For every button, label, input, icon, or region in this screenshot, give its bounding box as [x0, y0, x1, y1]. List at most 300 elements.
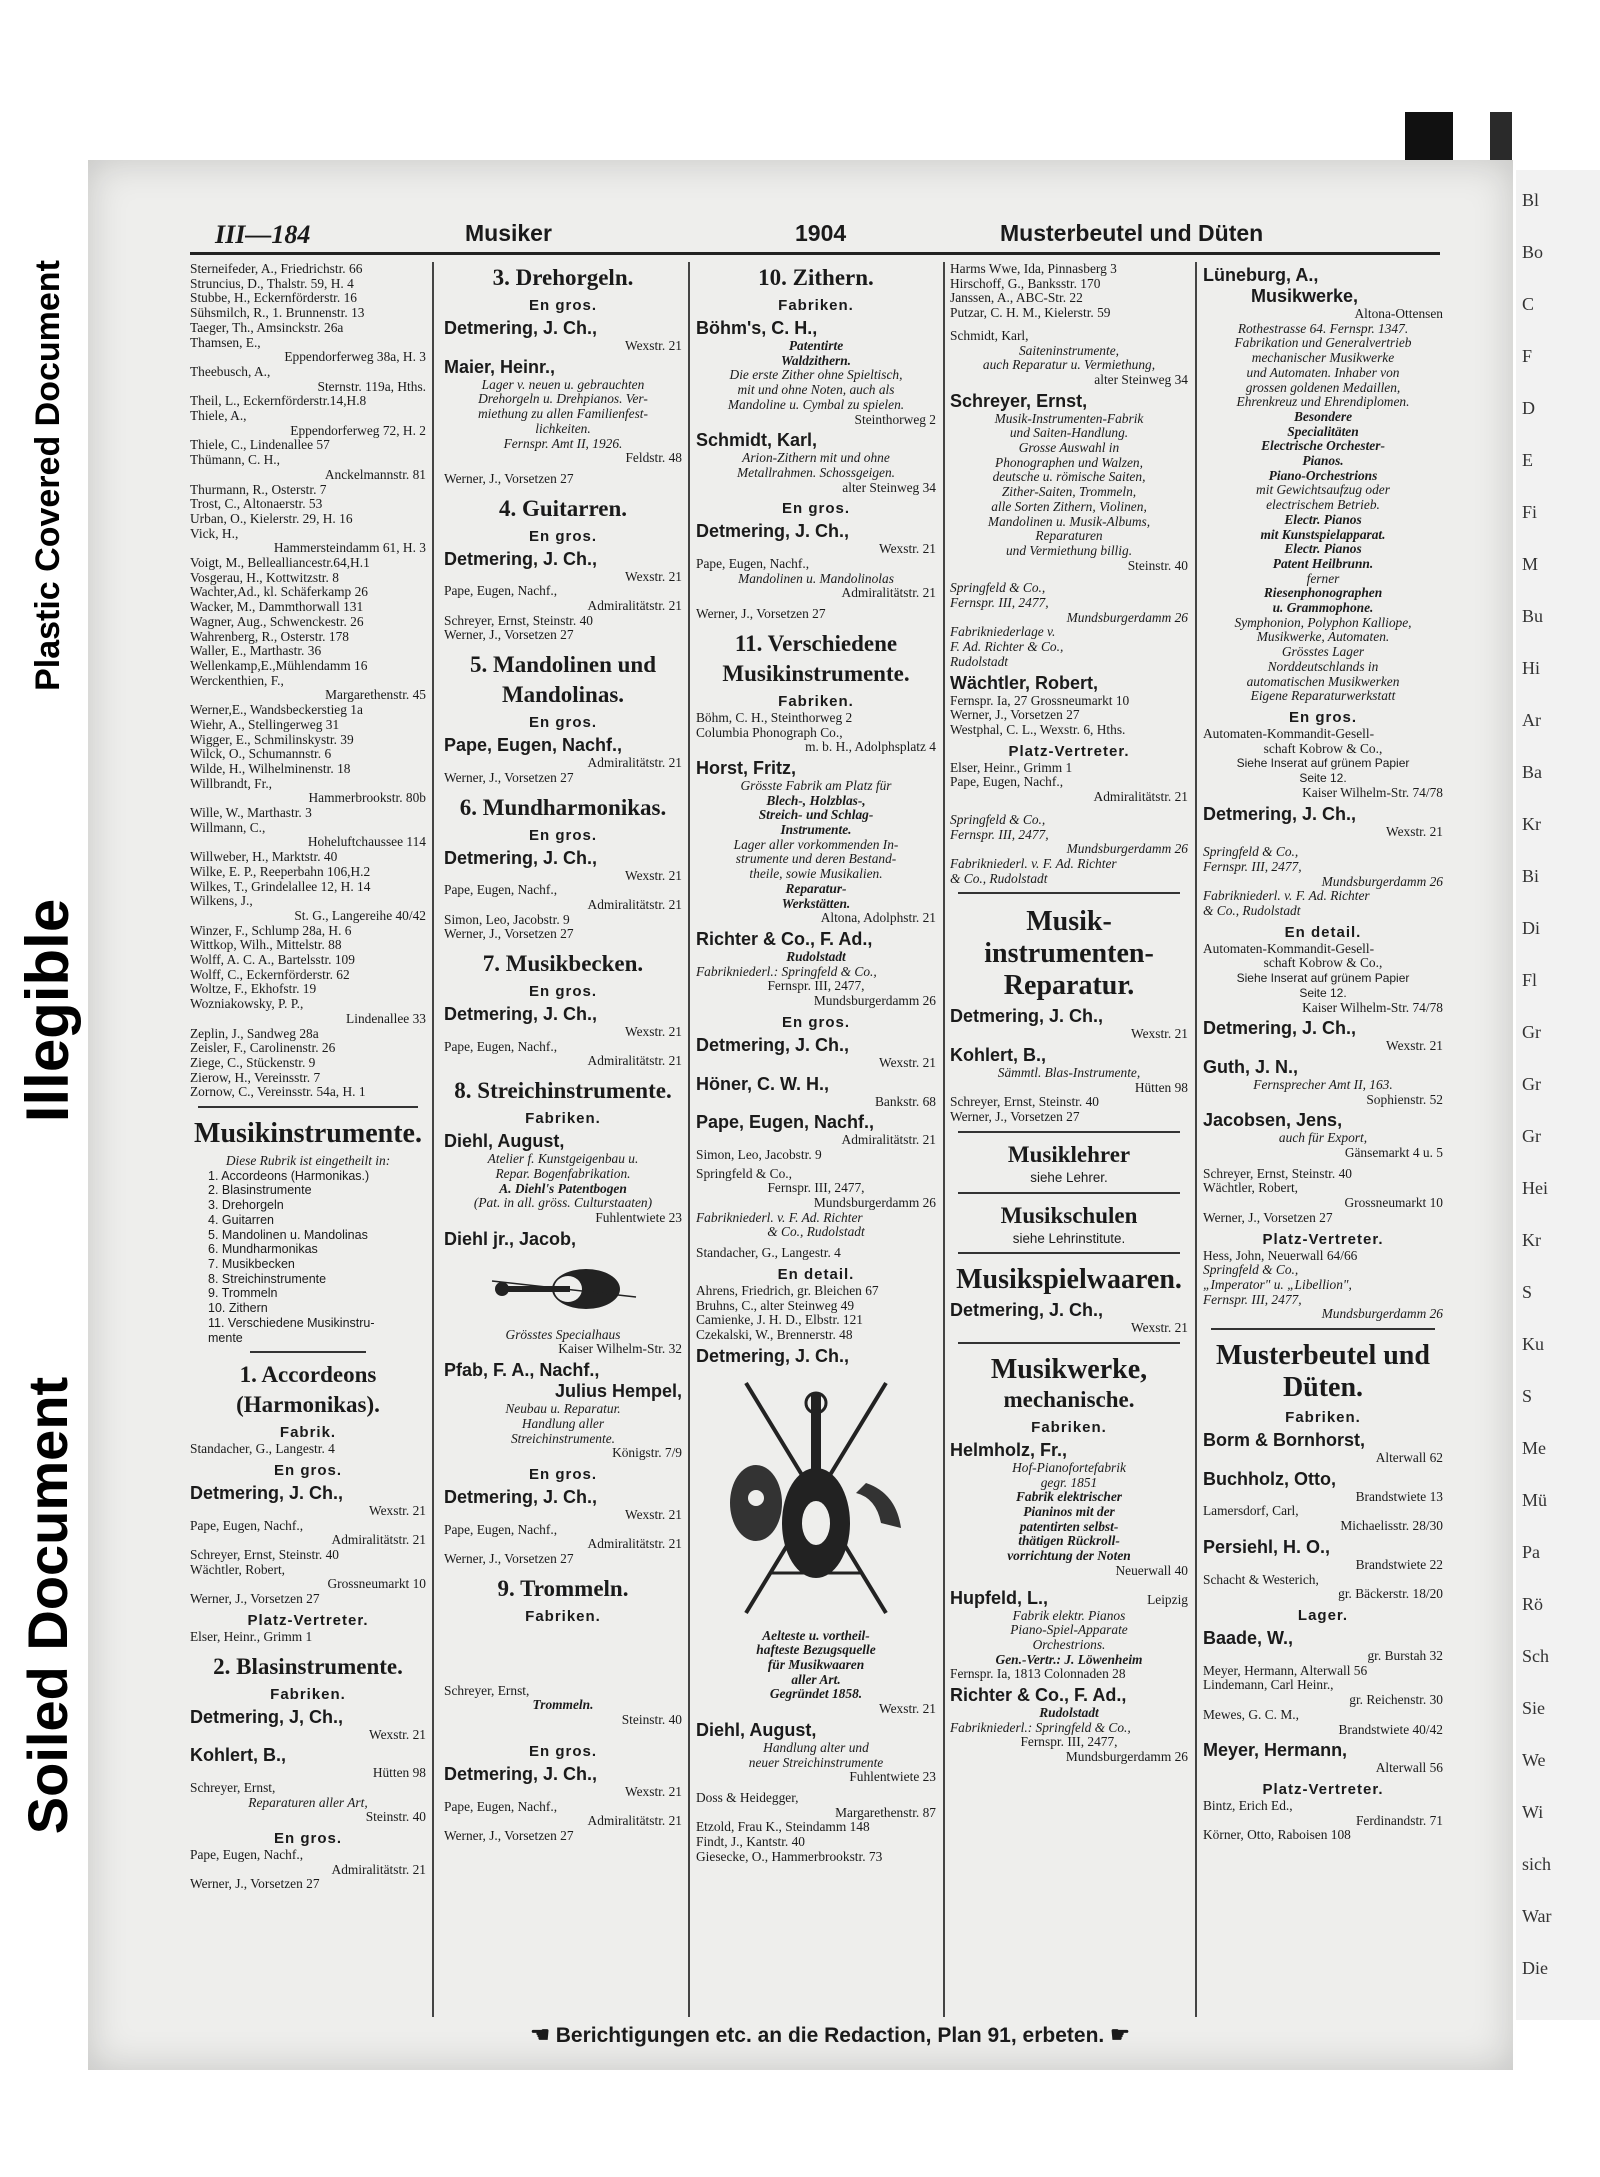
description-line: Eigene Reparaturwerkstatt [1250, 689, 1396, 704]
entry-name: Guth, J. N., [1203, 1056, 1299, 1077]
entry-name: Detmering, J. Ch., [1203, 1018, 1357, 1039]
edge-fragment: War [1522, 1906, 1552, 1926]
entry-line: Schreyer, Ernst, Steinstr. 40 [1203, 1166, 1352, 1181]
directory-list [950, 262, 1188, 321]
divider [958, 1252, 1180, 1254]
entry-line: Mundsburgerdamm 26 [1066, 610, 1188, 625]
description-line: Rothestrasse 64. Fernspr. 1347. [1237, 321, 1409, 336]
toc-item: 11. Verschiedene Musikinstru- [208, 1315, 375, 1330]
entry-address: Mundsburgerdamm 26 [813, 1196, 936, 1211]
directory-entry: Vick, H., [190, 526, 239, 541]
directory-entry: Urban, O., Kielerstr. 29, H. 16 [190, 511, 353, 526]
highlight-line: Blech-, Holzblas-, [766, 793, 866, 808]
entry-address: Wexstr. 21 [879, 542, 936, 557]
entry-line: Mundsburgerdamm 26 [1321, 1307, 1443, 1322]
entry-description: Mandolinen u. Mandolinolas [738, 571, 894, 586]
edge-fragment: S [1522, 1386, 1533, 1406]
description-line: Reparaturen [1035, 529, 1103, 544]
subheading: En detail. [777, 1265, 855, 1283]
entry-name: Höner, C. W. H., [696, 1073, 830, 1094]
entry: Bintz, Erich Ed., [1203, 1798, 1293, 1813]
entry-address: Wexstr. 21 [1131, 1321, 1188, 1336]
edge-fragment: Mü [1522, 1490, 1548, 1510]
section-heading: Musikwerke, [990, 1353, 1148, 1385]
edge-fragment: C [1522, 294, 1535, 314]
description-line: Die erste Zither ohne Spieltisch, [729, 368, 903, 383]
entry-address: Admiralitätstr. 21 [587, 897, 682, 912]
description-line: neuer Streichinstrumente [748, 1755, 884, 1770]
directory-entry: Wolff, C., Eckernförderstr. 62 [190, 967, 350, 982]
entry-description [950, 1609, 1188, 1653]
entry-address: Kaiser Wilhelm-Str. 32 [558, 1342, 682, 1357]
entry-line: Fernspr. III, 2477, [1203, 859, 1302, 874]
description-line: strumente und deren Bestand- [735, 852, 897, 867]
entry-name: Detmering, J. Ch., [444, 1763, 598, 1784]
entry: Werner, J., Vorsetzen 27 [444, 770, 574, 785]
cross-reference: siehe Lehrer. [1030, 1170, 1108, 1185]
directory-entry: Hoheluftchaussee 114 [307, 835, 426, 850]
directory-entry: Thurmann, R., Osterstr. 7 [190, 482, 327, 497]
description-line: Phonographen und Walzen, [995, 455, 1143, 470]
toc-item: 5. Mandolinen u. Mandolinas [208, 1227, 368, 1242]
description-line: Drehorgeln u. Drehpianos. Ver- [478, 392, 648, 407]
directory-entry: Eppendorferweg 38a, H. 3 [284, 350, 426, 365]
entry-name: Schreyer, Ernst, [950, 390, 1088, 411]
entry-address: Wexstr. 21 [625, 339, 682, 353]
entry-name: Detmering, J. Ch., [950, 1006, 1104, 1027]
entry-address: Admiralitätstr. 21 [587, 1814, 682, 1829]
subheading: En gros. [1288, 708, 1357, 726]
description-line: auch Reparatur u. Vermiethung, [982, 358, 1156, 373]
highlight-line: Besondere [1293, 409, 1353, 424]
description-line: Metallrahmen. Schossgeigen. [736, 465, 896, 480]
entry-address: Brandstwiete 13 [1355, 1489, 1443, 1504]
entry-description: Fabrikniederl.: Springfeld & Co., [950, 1720, 1131, 1735]
entry-line: gr. Reichenstr. 30 [1349, 1693, 1443, 1708]
edge-fragment: E [1522, 450, 1533, 470]
entry-address: Steinstr. 40 [365, 1810, 426, 1825]
entry-line: Werner, J., Vorsetzen 27 [1203, 1210, 1333, 1225]
highlight-line: aller Art. [791, 1672, 841, 1687]
section-heading: Musik- [1026, 906, 1112, 938]
edge-fragment: Me [1522, 1438, 1546, 1458]
entry: Werner, J., Vorsetzen 27 [190, 1592, 320, 1607]
edge-fragment: Ba [1522, 762, 1542, 782]
entry-highlight [696, 794, 936, 838]
entry-name: Detmering, J. Ch., [444, 847, 598, 868]
entry-description [696, 451, 936, 480]
edge-fragment: Bi [1522, 866, 1540, 886]
description-line: Atelier f. Kunstgeigenbau u. [487, 1152, 639, 1167]
directory-entry: Willmann, C., [190, 820, 266, 835]
edge-fragment: Ku [1522, 1334, 1544, 1354]
directory-entry: Wilke, E. P., Reeperbahn 106,H.2 [190, 864, 371, 879]
entry-address: Wexstr. 21 [625, 1507, 682, 1522]
directory-entry: Taeger, Th., Amsinckstr. 26a [190, 320, 344, 335]
entry: Simon, Leo, Jacobstr. 9 [444, 912, 570, 927]
entry-address: Ferdinandstr. 71 [1355, 1813, 1443, 1828]
entry-line: Admiralitätstr. 21 [1093, 790, 1188, 805]
column-5 [1203, 262, 1443, 2017]
entry: Simon, Leo, Jacobstr. 9 [696, 1147, 822, 1162]
entry-line: Fernspr. III, 2477, [1203, 1292, 1302, 1307]
entry-highlight: Rudolstadt [1039, 1706, 1099, 1721]
entry: Elser, Heinr., Grimm 1 [190, 1629, 313, 1644]
description-line: und Saiten-Handlung. [1009, 426, 1129, 441]
entry-description: & Co., Rudolstadt [767, 1225, 865, 1240]
page-footer [450, 2022, 1210, 2054]
description-line: Piano-Spiel-Apparate [1010, 1623, 1128, 1638]
directory-entry: Theebusch, A., [190, 364, 271, 379]
edge-fragment: Fi [1522, 502, 1538, 522]
directory-entry: Wilkens, J., [190, 894, 253, 909]
entry-address: Wexstr. 21 [369, 1503, 426, 1518]
entry-line: F. Ad. Richter & Co., [950, 640, 1064, 655]
entry-description [950, 344, 1188, 373]
description-line: Musik-Instrumenten-Fabrik [994, 411, 1144, 426]
entry-highlight: Werkstätten. [781, 896, 851, 911]
entry-note: Seite 12. [1299, 771, 1347, 786]
description-line: Grosse Auswahl in [1018, 441, 1120, 456]
entry-address: Fuhlentwiete 23 [849, 1770, 936, 1785]
entry: Schreyer, Ernst, Steinstr. 40 [190, 1548, 339, 1563]
entry-line: & Co., Rudolstadt [1203, 904, 1301, 919]
edge-fragment: Ar [1522, 710, 1541, 730]
description-line: Handlung aller [521, 1416, 605, 1431]
entry: Columbia Phonograph Co., [696, 725, 843, 740]
entry: Schreyer, Ernst, Steinstr. 40 [444, 613, 593, 628]
description-line: Lager aller vorkommenden In- [733, 837, 899, 852]
description-line: deutsche u. römische Saiten, [992, 470, 1146, 485]
entry-name: Böhm's, C. H., [696, 318, 818, 338]
highlight-line: Patent Heilbrunn. [1272, 556, 1374, 571]
directory-entry: Hammerbrookstr. 80b [308, 791, 426, 806]
entry-name: Hupfeld, L., [950, 1587, 1048, 1608]
subheading: En gros. [781, 1013, 850, 1031]
directory-entry: Trost, C., Altonaerstr. 53 [190, 497, 323, 512]
description-line: mechanischer Musikwerke [1251, 351, 1395, 366]
entry-line: Pape, Eugen, Nachf., [950, 775, 1064, 790]
subheading: En gros. [528, 826, 597, 844]
entry-name: Kohlert, B., [190, 1745, 287, 1766]
entry-address: Hütten 98 [1134, 1080, 1188, 1095]
entry-block [950, 761, 1188, 805]
entry-highlight: A. Diehl's Patentbogen [499, 1181, 627, 1196]
entry: Springfeld & Co., [696, 1166, 792, 1181]
entry-line: Elser, Heinr., Grimm 1 [950, 760, 1073, 775]
entry-line: Brandstwiete 40/42 [1338, 1722, 1443, 1737]
entry-address: Altona-Ottensen [1354, 307, 1443, 321]
edge-fragment: D [1522, 398, 1535, 418]
directory-entry: Wacker, M., Dammthorwall 131 [190, 600, 364, 615]
entry-name: Detmering, J. Ch., [444, 548, 598, 569]
toc-item: 10. Zithern [208, 1301, 268, 1316]
entry-highlight [696, 1629, 936, 1703]
entry-block [950, 813, 1188, 887]
entry: Werner, J., Vorsetzen 27 [444, 1828, 574, 1843]
entry-address: Wexstr. 21 [625, 868, 682, 883]
entry-name: Diehl, August, [696, 1719, 817, 1740]
edge-fragment: Sch [1522, 1646, 1549, 1666]
entry: Pape, Eugen, Nachf., [444, 1039, 558, 1054]
description-line: grossen goldenen Medaillen, [1245, 380, 1401, 395]
entry-highlight: Trommeln. [532, 1698, 594, 1713]
entry-name: Richter & Co., F. Ad., [696, 928, 873, 949]
toc-item: 3. Drehorgeln [208, 1198, 284, 1213]
directory-entry: Vosgerau, H., Kottwitzstr. 8 [190, 570, 339, 585]
description-line: Arion-Zithern mit und ohne [742, 451, 890, 466]
description-line: lichkeiten. [535, 421, 591, 436]
section-heading: 4. Guitarren. [499, 495, 627, 521]
directory-entry: Sternstr. 119a, Hths. [317, 379, 426, 394]
edge-fragment: Kr [1522, 1230, 1541, 1250]
entry: Böhm, C. H., Steinthorweg 2 [696, 710, 853, 725]
violin-illustration [444, 1250, 682, 1328]
subheading: Fabriken. [525, 1607, 601, 1625]
directory-entry: Zornow, C., Vereinsstr. 54a, H. 1 [190, 1085, 366, 1100]
subheading: En gros. [528, 983, 597, 1001]
entry-line: „Imperator" u. „Libellion", [1203, 1277, 1352, 1292]
section-heading: Musikspielwaaren. [956, 1264, 1182, 1296]
entry-name: Detmering, J. Ch., [696, 1345, 850, 1366]
header-rule [190, 252, 1440, 255]
directory-entry: Werckenthien, F., [190, 673, 284, 688]
entry-address: Wexstr. 21 [625, 1025, 682, 1040]
entry-description: Sämmtl. Blas-Instrumente, [997, 1066, 1141, 1081]
entry-description [696, 1741, 936, 1770]
edge-fragment: S [1522, 1282, 1533, 1302]
entry-description: Reparaturen aller Art, [248, 1795, 368, 1810]
edge-fragment: Hi [1522, 658, 1540, 678]
entry-name: Diehl, August, [444, 1131, 565, 1152]
entry-address: Admiralitätstr. 21 [331, 1862, 426, 1877]
entry-highlight [950, 1490, 1188, 1564]
edge-fragment: Gr [1522, 1022, 1541, 1042]
entry-name: Detmering, J. Ch., [696, 1034, 850, 1055]
subheading: Fabriken. [1031, 1418, 1107, 1436]
description-line: und Vermiethung billig. [1005, 543, 1133, 558]
entry-name: Detmering, J. Ch., [950, 1300, 1104, 1321]
entry-description: Fabrikniederl.: Springfeld & Co., [696, 964, 877, 979]
subheading: En gros. [528, 714, 597, 732]
directory-entry: Lindenallee 33 [346, 1011, 426, 1026]
directory-entry: Wachter,Ad., kl. Schäferkamp 26 [190, 585, 368, 600]
description-line: Repar. Bogenfabrikation. [495, 1166, 631, 1181]
subheading: En gros. [528, 1465, 597, 1483]
header-range: Musterbeutel und Düten [1000, 220, 1264, 246]
entry: Werner, J., Vorsetzen 27 [950, 1110, 1080, 1125]
entry-name: Buchholz, Otto, [1203, 1468, 1336, 1489]
section-heading: mechanische. [1003, 1386, 1135, 1412]
highlight-line: Aelteste u. vortheil- [762, 1628, 870, 1643]
entry-address: gr. Burstah 32 [1367, 1649, 1443, 1663]
entry-name: Kohlert, B., [950, 1045, 1047, 1066]
entry-highlight [1203, 410, 1443, 484]
entry-name: Detmering, J. Ch., [696, 521, 850, 542]
entry-highlight [1203, 513, 1443, 572]
description-line: electrischem Betrieb. [1266, 498, 1380, 513]
description-line: und Automaten. Inhaber von [1246, 365, 1400, 380]
directory-entry: Harms Wwe, Ida, Pinnasberg 3 [950, 262, 1117, 276]
entry-name: Borm & Bornhorst, [1203, 1430, 1365, 1451]
entry: Automaten-Kommandit-Gesell- [1203, 941, 1375, 956]
directory-entry: Willbrandt, Fr., [190, 776, 273, 791]
entry-description [950, 1461, 1188, 1490]
toc-item: 8. Streichinstrumente [208, 1271, 327, 1286]
entry-name: Maier, Heinr., [444, 356, 556, 377]
entry-address: Margarethenstr. 87 [835, 1805, 936, 1820]
entry-line: Grossneumarkt 10 [1344, 1196, 1443, 1211]
entry-city: Leipzig [1147, 1591, 1188, 1607]
section-heading: Musiklehrer [1007, 1141, 1131, 1167]
directory-entry: Janssen, A., ABC-Str. 22 [950, 291, 1083, 306]
entry-block [1203, 1167, 1443, 1226]
entry: Standacher, G., Langestr. 4 [696, 1246, 841, 1261]
entry-address: Michaelisstr. 28/30 [1340, 1519, 1443, 1534]
entry: Etzold, Frau K., Steindamm 148 [696, 1820, 870, 1835]
entry: Werner, J., Vorsetzen 27 [444, 927, 574, 942]
directory-entry: Thümann, C. H., [190, 453, 281, 468]
edge-fragment: Wi [1522, 1802, 1544, 1822]
highlight-line: Piano-Orchestrions [1268, 468, 1378, 483]
section-heading: 9. Trommeln. [497, 1575, 629, 1601]
entry-name: Julius Hempel, [554, 1381, 682, 1402]
directory-entry: Wilkes, T., Grindelallee 12, H. 14 [190, 879, 371, 894]
entry-address: Admiralitätstr. 21 [587, 1054, 682, 1069]
entry-note: Seite 12. [1299, 985, 1347, 1000]
directory-entry: Wilde, H., Wilhelminenstr. 18 [190, 761, 351, 776]
entry-address: Grossneumarkt 10 [327, 1577, 426, 1592]
entry-line: Wächtler, Robert, [1203, 1181, 1299, 1196]
entry-description [444, 378, 682, 452]
entry-name: Detmering, J. Ch., [444, 1486, 598, 1507]
directory-entry: Eppendorferweg 72, H. 2 [290, 423, 426, 438]
entry-address: Steinthorweg 2 [854, 412, 936, 427]
section-heading: Musikschulen [1000, 1202, 1138, 1228]
subheading: Platz-Vertreter. [1008, 742, 1130, 760]
entry-name: Baade, W., [1203, 1628, 1294, 1648]
entry: Werner, J., Vorsetzen 27 [444, 628, 574, 643]
entry-address: Altona, Adolphstr. 21 [820, 911, 936, 926]
description-line: Grösstes Lager [1281, 645, 1365, 660]
entry-note: Siehe Inserat auf grünem Papier [1236, 971, 1410, 986]
toc-item: 6. Mundharmonikas [208, 1242, 318, 1257]
entry: Pape, Eugen, Nachf., [444, 1799, 558, 1814]
section-heading: Musikinstrumente. [722, 660, 910, 686]
entry-address: Königstr. 7/9 [612, 1446, 682, 1461]
entry-address: Admiralitätstr. 21 [841, 1133, 936, 1148]
edge-fragment: Bo [1522, 242, 1544, 262]
entry-name: Lüneburg, A., [1203, 265, 1319, 285]
adjacent-page-edge [1516, 170, 1600, 2020]
spacer [444, 1626, 682, 1684]
section-title: Musiker [465, 220, 552, 246]
entry-line: Werner, J., Vorsetzen 27 [950, 708, 1080, 723]
edge-fragment: We [1522, 1750, 1546, 1770]
directory-entry: Zeplin, J., Sandweg 28a [190, 1026, 319, 1041]
plastic-covered-label: Plastic Covered Document [28, 259, 67, 691]
entry-address: Wexstr. 21 [1386, 1039, 1443, 1054]
entry-highlight: Waldzithern. [780, 353, 852, 368]
page-header [105, 216, 1430, 252]
description-line: Fabrikation und Generalvertrieb [1234, 336, 1412, 351]
subheading: Fabriken. [778, 297, 854, 314]
entry-address: alter Steinweg 34 [842, 480, 936, 495]
edge-fragment: Bl [1522, 190, 1540, 210]
entry-highlight: Gen.-Vertr.: J. Löwenheim [995, 1652, 1143, 1667]
entry-address: Feldstr. 48 [625, 451, 682, 466]
entry-address: Admiralitätstr. 21 [587, 756, 682, 771]
entry: schaft Kobrow & Co., [1263, 741, 1383, 756]
entry: Werner, J., Vorsetzen 27 [444, 1552, 574, 1567]
entry-note: Siehe Inserat auf grünem Papier [1236, 756, 1410, 771]
subheading: En gros. [781, 500, 850, 518]
directory-entry: Werner,E., Wandsbeckerstieg 1a [190, 703, 363, 718]
entry-address: Gänsemarkt 4 u. 5 [1344, 1146, 1443, 1161]
entry-block [1203, 1664, 1443, 1738]
entry-line: Springfeld & Co., [1203, 845, 1299, 860]
pointing-hand-left-icon: ☚ [530, 2022, 550, 2047]
directory-entry: Margarethenstr. 45 [325, 688, 426, 703]
entry-highlight: Reparatur- [785, 881, 847, 896]
entry-line: Mewes, G. C. M., [1203, 1707, 1299, 1722]
description-line: Symphonion, Polyphon Kalliope, [1234, 615, 1412, 630]
entry-highlight: Patentirte [788, 339, 844, 353]
description-line: automatischen Musikwerken [1246, 674, 1400, 689]
section-heading: Reparatur. [1003, 970, 1135, 1002]
directory-entry: Sühsmilch, R., 1. Brunnenstr. 13 [190, 306, 365, 321]
directory-entry: Czekalski, W., Brennerstr. 48 [696, 1327, 853, 1342]
entry-name: Helmholz, Fr., [950, 1439, 1068, 1460]
description-line: Handlung alter und [763, 1740, 869, 1755]
toc-item: 4. Guitarren [208, 1212, 275, 1227]
description-line: Streichinstrumente. [510, 1431, 615, 1446]
entry-description [1203, 483, 1443, 512]
entry-name: Diehl jr., Jacob, [444, 1228, 577, 1249]
entry-description: Fabrikniederl. v. F. Ad. Richter [696, 1210, 863, 1225]
section-heading: 3. Drehorgeln. [492, 265, 634, 290]
entry-phone: Fernspr. Ia, 1813 Colonnaden 28 [950, 1667, 1126, 1682]
entry-name: Wächtler, Robert, [950, 672, 1099, 693]
entry-address: Admiralitätstr. 21 [331, 1533, 426, 1548]
description-line: Musikwerke, Automaten. [1256, 630, 1390, 645]
edge-fragment: Fl [1522, 970, 1538, 990]
entry-address: Hütten 98 [372, 1766, 426, 1781]
column-4 [950, 262, 1188, 2017]
entry: Lamersdorf, Carl, [1203, 1504, 1299, 1519]
subheading: En gros. [528, 297, 597, 314]
entry-line: Fernspr. Ia, 27 Grossneumarkt 10 [950, 693, 1130, 708]
description-line: Norddeutschlands in [1267, 659, 1379, 674]
directory-entry: Ziege, C., Stückenstr. 9 [190, 1055, 316, 1070]
column-rule [432, 262, 434, 2017]
section-heading: 11. Verschiedene [734, 630, 898, 656]
subheading: Platz-Vertreter. [247, 1611, 369, 1629]
divider [958, 892, 1180, 894]
violin-icon [488, 1259, 638, 1319]
entry-line: Rudolstadt [950, 654, 1009, 669]
subheading: Platz-Vertreter. [1262, 1780, 1384, 1798]
entry: Pape, Eugen, Nachf., [696, 557, 810, 572]
edge-fragment: Die [1522, 1958, 1548, 1978]
description-line: Neubau u. Reparatur. [505, 1402, 621, 1417]
section-heading: 10. Zithern. [758, 265, 874, 290]
directory-entry: Hirschoff, G., Banksstr. 170 [950, 276, 1101, 291]
pointing-hand-right-icon: ☛ [1110, 2022, 1130, 2047]
column-rule [1195, 262, 1197, 2017]
directory-entry: Wiehr, A., Stellingerweg 31 [190, 717, 340, 732]
highlight-line: Instrumente. [780, 823, 852, 838]
